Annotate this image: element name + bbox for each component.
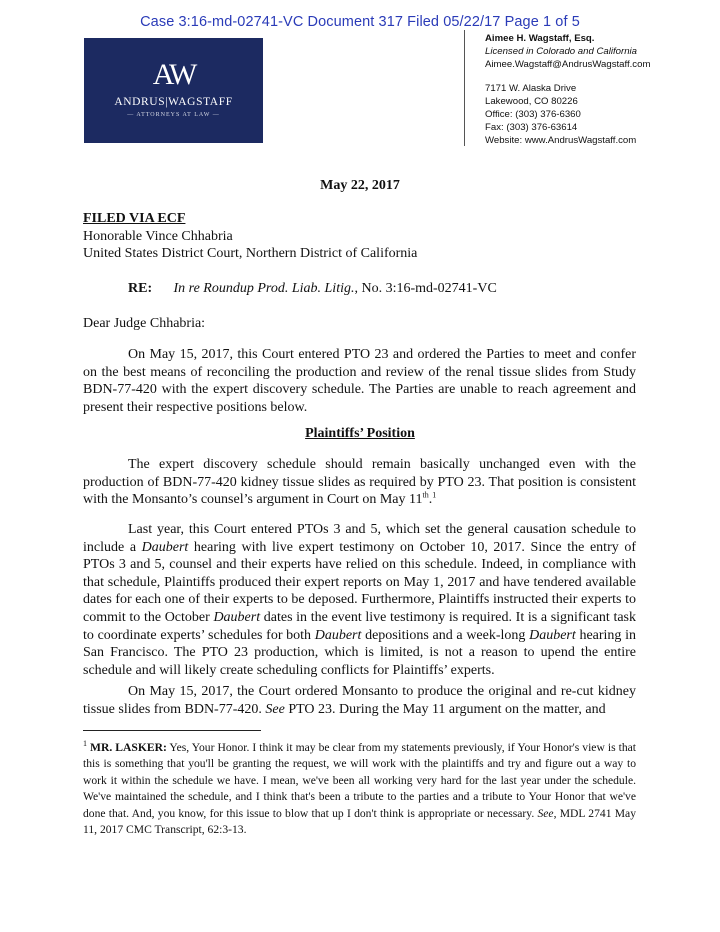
attorney-email: Aimee.Wagstaff@AndrusWagstaff.com: [485, 59, 651, 70]
re-case-number: , No. 3:16-md-02741-VC: [354, 281, 497, 296]
recipient-court: United States District Court, Northern District of California: [83, 246, 418, 261]
footnote-ref: 1: [432, 490, 437, 500]
letter-date: May 22, 2017: [320, 178, 400, 193]
logo-firm-name: ANDRUS|WAGSTAFF: [114, 96, 233, 108]
logo-subtitle: — ATTORNEYS AT LAW —: [127, 112, 220, 118]
logo-monogram: AW: [152, 58, 195, 91]
recipient-block: [83, 210, 417, 263]
ecf-filing-header: Case 3:16-md-02741-VC Document 317 Filed 05/22/17 Page 1 of 5: [140, 14, 580, 30]
street-address: 7171 W. Alaska Drive: [485, 83, 577, 94]
re-label: RE:: [128, 281, 153, 296]
city-address: Lakewood, CO 80226: [485, 96, 578, 107]
paragraph-pto-history: Last year, this Court entered PTOs 3 and 5, which set the general causation schedule to include a Daubert hearing with live expert testimony on October 10, 2017. Since the entry of PTOs 3 and 5, counsel and their experts have relied on this schedule. Indeed, in compliance with that schedule, Plaintiffs produced their expert reports on May 1, 2017 and have tendered available dates for each one of their experts to be deposed. Furthermore, Plaintiffs instructed their experts to commit to the October Daubert dates in the event live testimony is required. It is a significant task to coordinate experts’ schedules for both Daubert depositions and a week-long Daubert hearing in San Francisco. The PTO 23 production, which is limited, is not a reason to upend the entire schedule and will likely create scheduling conflicts for Plaintiffs’ experts.: [83, 522, 636, 678]
re-case-name: In re Roundup Prod. Liab. Litig.: [173, 281, 355, 296]
re-line: [128, 281, 497, 297]
section-title: Plaintiffs’ Position: [305, 426, 415, 441]
footnote-1: $^1$ MR. LASKER: Yes, Your Honor. I think it may be clear from my statements previously, if Your Honor's view is that this is something that you'll be granting the request, we will work with the plaintiffs and try and figure out a way to work it within the schedule we have. I mean, we've been all working very hard for the last year under the schedule. We've maintained the schedule, and I think that's been a tribute to the parties and a tribute to Your Honor that we've done that. And, you know, for this issue to blow that up I don't think is appropriate or necessary. See, MDL 2741 May 11, 2017 CMC Transcript, 62:3-13.: [83, 739, 636, 837]
recipient-name: Honorable Vince Chhabria: [83, 228, 233, 244]
attorney-name: Aimee H. Wagstaff, Esq.: [485, 33, 595, 44]
footnote-separator: [83, 730, 261, 731]
paragraph-court-order: On May 15, 2017, the Court ordered Monsanto to produce the original and re-cut kidney tissue slides from BDN-77-420. See PTO 23. During the May 11 argument on the matter, and: [83, 684, 636, 717]
office-phone: Office: (303) 376-6360: [485, 109, 581, 120]
contact-block: [485, 32, 650, 147]
website: Website: www.AndrusWagstaff.com: [485, 135, 637, 146]
filed-via: FILED VIA ECF: [83, 211, 186, 226]
salutation: Dear Judge Chhabria:: [83, 316, 206, 331]
paragraph-schedule-position: The expert discovery schedule should remain basically unchanged even with the production of BDN-77-420 kidney tissue slides as required by PTO 23. That position is consistent with the Monsanto’s counsel’s argument in Court on May 11th.$^1$: [83, 457, 636, 508]
attorney-license: Licensed in Colorado and California: [485, 46, 637, 57]
header-divider: [464, 30, 465, 146]
firm-logo: [84, 38, 263, 143]
paragraph-intro: On May 15, 2017, this Court entered PTO 23 and ordered the Parties to meet and confer on the best means of reconciling the production and review of the renal tissue slides from Study BDN-77-420 with the expert discovery schedule. The Parties are unable to reach agreement and present their respective positions below.: [83, 347, 636, 415]
fax-number: Fax: (303) 376-63614: [485, 122, 578, 133]
